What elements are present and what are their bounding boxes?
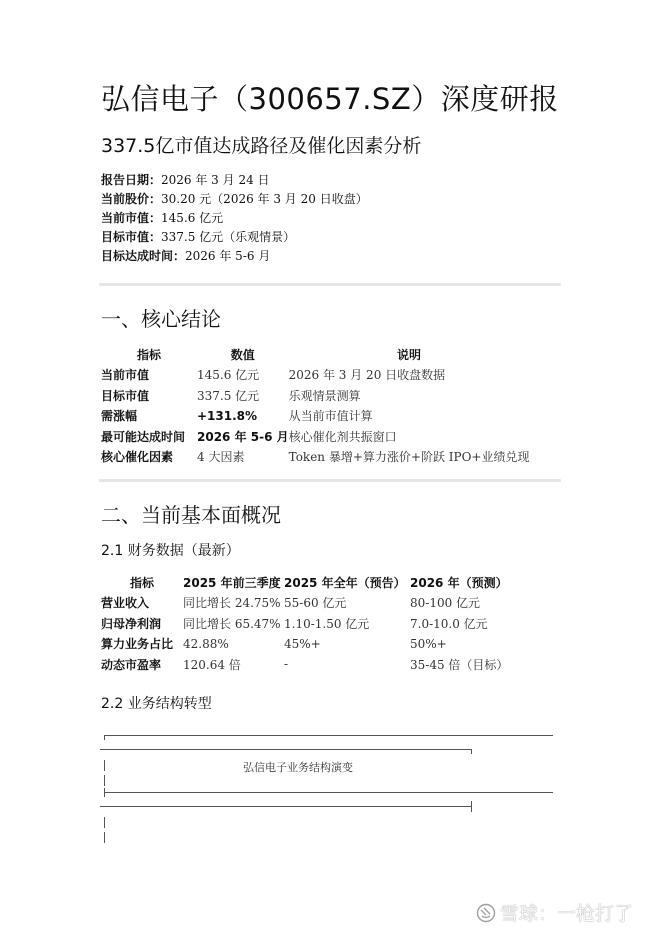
cell-2025-full-year: 55-60 亿元 — [284, 596, 347, 611]
meta-label: 报告日期： — [101, 173, 162, 187]
cell-2025-q1-q3: 同比增长 24.75% — [183, 596, 281, 611]
meta-label: 当前股价： — [101, 192, 162, 206]
row-value: 2026 年 5-6 月 — [197, 429, 289, 444]
cell-2026-forecast: 50%+ — [410, 636, 447, 651]
table-row — [101, 385, 529, 406]
table-row — [101, 654, 530, 675]
diagram-side — [104, 788, 105, 797]
watermark — [476, 899, 633, 926]
cell-2025-q1-q3: 120.64 倍 — [183, 657, 241, 672]
table-row — [101, 426, 529, 447]
row-value: 145.6 亿元 — [197, 368, 260, 383]
meta-label: 目标市值： — [101, 230, 162, 244]
meta-target-time — [101, 247, 368, 266]
row-indicator: 目标市值 — [101, 388, 150, 403]
row-indicator: 最可能达成时间 — [101, 429, 186, 444]
diagram-corner — [104, 735, 105, 740]
meta-label: 目标达成时间： — [101, 249, 186, 263]
cell-2025-q1-q3: 同比增长 65.47% — [183, 616, 281, 631]
xueqiu-logo-icon — [476, 903, 496, 923]
cell-2025-full-year: - — [284, 657, 289, 672]
meta-current-price — [101, 190, 368, 209]
diagram-title: 弘信电子业务结构演变 — [243, 761, 353, 774]
diagram-corner — [471, 801, 472, 812]
meta-value: 2026 年 3 月 24 日 — [161, 173, 270, 187]
diagram-border-line — [100, 749, 471, 750]
row-indicator: 需涨幅 — [101, 409, 138, 424]
column-header: 说明 — [397, 347, 422, 362]
row-indicator: 当前市值 — [101, 368, 150, 383]
row-value: 4 大因素 — [197, 450, 245, 465]
row-indicator: 营业收入 — [101, 596, 150, 611]
row-value: +131.8% — [197, 408, 258, 423]
table-header-row — [101, 572, 530, 593]
column-header: 2025 年前三季度 — [183, 575, 281, 590]
table-row — [101, 406, 529, 427]
diagram-border-line — [104, 792, 553, 793]
watermark-text: 雪球：一枪打了 — [500, 903, 634, 925]
subsection-2-2-heading: 2.2 业务结构转型 — [101, 696, 212, 712]
row-indicator: 算力业务占比 — [101, 637, 174, 652]
section2-heading: 二、当前基本面概况 — [101, 503, 281, 527]
table-header-row — [101, 344, 529, 365]
row-note: 2026 年 3 月 20 日收盘数据 — [288, 368, 446, 383]
table-row — [101, 613, 530, 634]
column-header: 指标 — [129, 575, 154, 590]
meta-report-date — [101, 171, 368, 190]
report-subtitle: 337.5亿市值达成路径及催化因素分析 — [101, 135, 422, 157]
subsection-2-1-heading: 2.1 财务数据（最新） — [101, 543, 240, 559]
diagram-border-line — [104, 735, 553, 736]
row-value: 337.5 亿元 — [197, 388, 260, 403]
section-divider — [99, 283, 561, 286]
column-header: 指标 — [136, 347, 161, 362]
section-divider — [99, 479, 561, 482]
column-header: 2026 年（预测） — [410, 575, 508, 590]
report-title: 弘信电子（300657.SZ）深度研报 — [101, 82, 559, 116]
report-meta — [101, 171, 368, 266]
cell-2026-forecast: 7.0-10.0 亿元 — [410, 616, 488, 631]
section1-heading: 一、核心结论 — [101, 307, 221, 331]
table-row — [101, 634, 530, 655]
table-row — [101, 447, 529, 468]
diagram-side — [104, 775, 105, 786]
meta-value: 2026 年 5-6 月 — [185, 249, 271, 263]
row-note: 核心催化剂共振窗口 — [288, 429, 397, 444]
diagram-border-line — [100, 806, 471, 807]
diagram-side — [104, 760, 105, 771]
cell-2025-q1-q3: 42.88% — [183, 636, 229, 651]
cell-2026-forecast: 80-100 亿元 — [410, 596, 481, 611]
table-row — [101, 593, 530, 614]
row-indicator: 归母净利润 — [101, 616, 162, 631]
row-note: 从当前市值计算 — [288, 409, 373, 424]
row-note: Token 暴增+算力涨价+阶跃 IPO+业绩兑现 — [288, 450, 530, 465]
core-conclusion-table — [101, 344, 529, 467]
column-header: 2025 年全年（预告） — [284, 575, 406, 590]
row-indicator: 动态市盈率 — [101, 657, 162, 672]
diagram-corner — [471, 749, 472, 754]
diagram-side — [104, 832, 105, 843]
cell-2026-forecast: 35-45 倍（目标） — [410, 657, 509, 672]
cell-2025-full-year: 45%+ — [284, 636, 321, 651]
meta-value: 145.6 亿元 — [161, 211, 224, 225]
row-note: 乐观情景测算 — [288, 388, 361, 403]
column-header: 数值 — [230, 347, 255, 362]
meta-value: 30.20 元（2026 年 3 月 20 日收盘） — [161, 192, 368, 206]
cell-2025-full-year: 1.10-1.50 亿元 — [284, 616, 370, 631]
row-indicator: 核心催化因素 — [101, 450, 174, 465]
table-row — [101, 365, 529, 386]
diagram-side — [104, 817, 105, 828]
meta-current-market-cap — [101, 209, 368, 228]
meta-target-market-cap — [101, 228, 368, 247]
meta-label: 当前市值： — [101, 211, 162, 225]
meta-value: 337.5 亿元（乐观情景） — [161, 230, 296, 244]
financial-data-table — [101, 572, 530, 675]
